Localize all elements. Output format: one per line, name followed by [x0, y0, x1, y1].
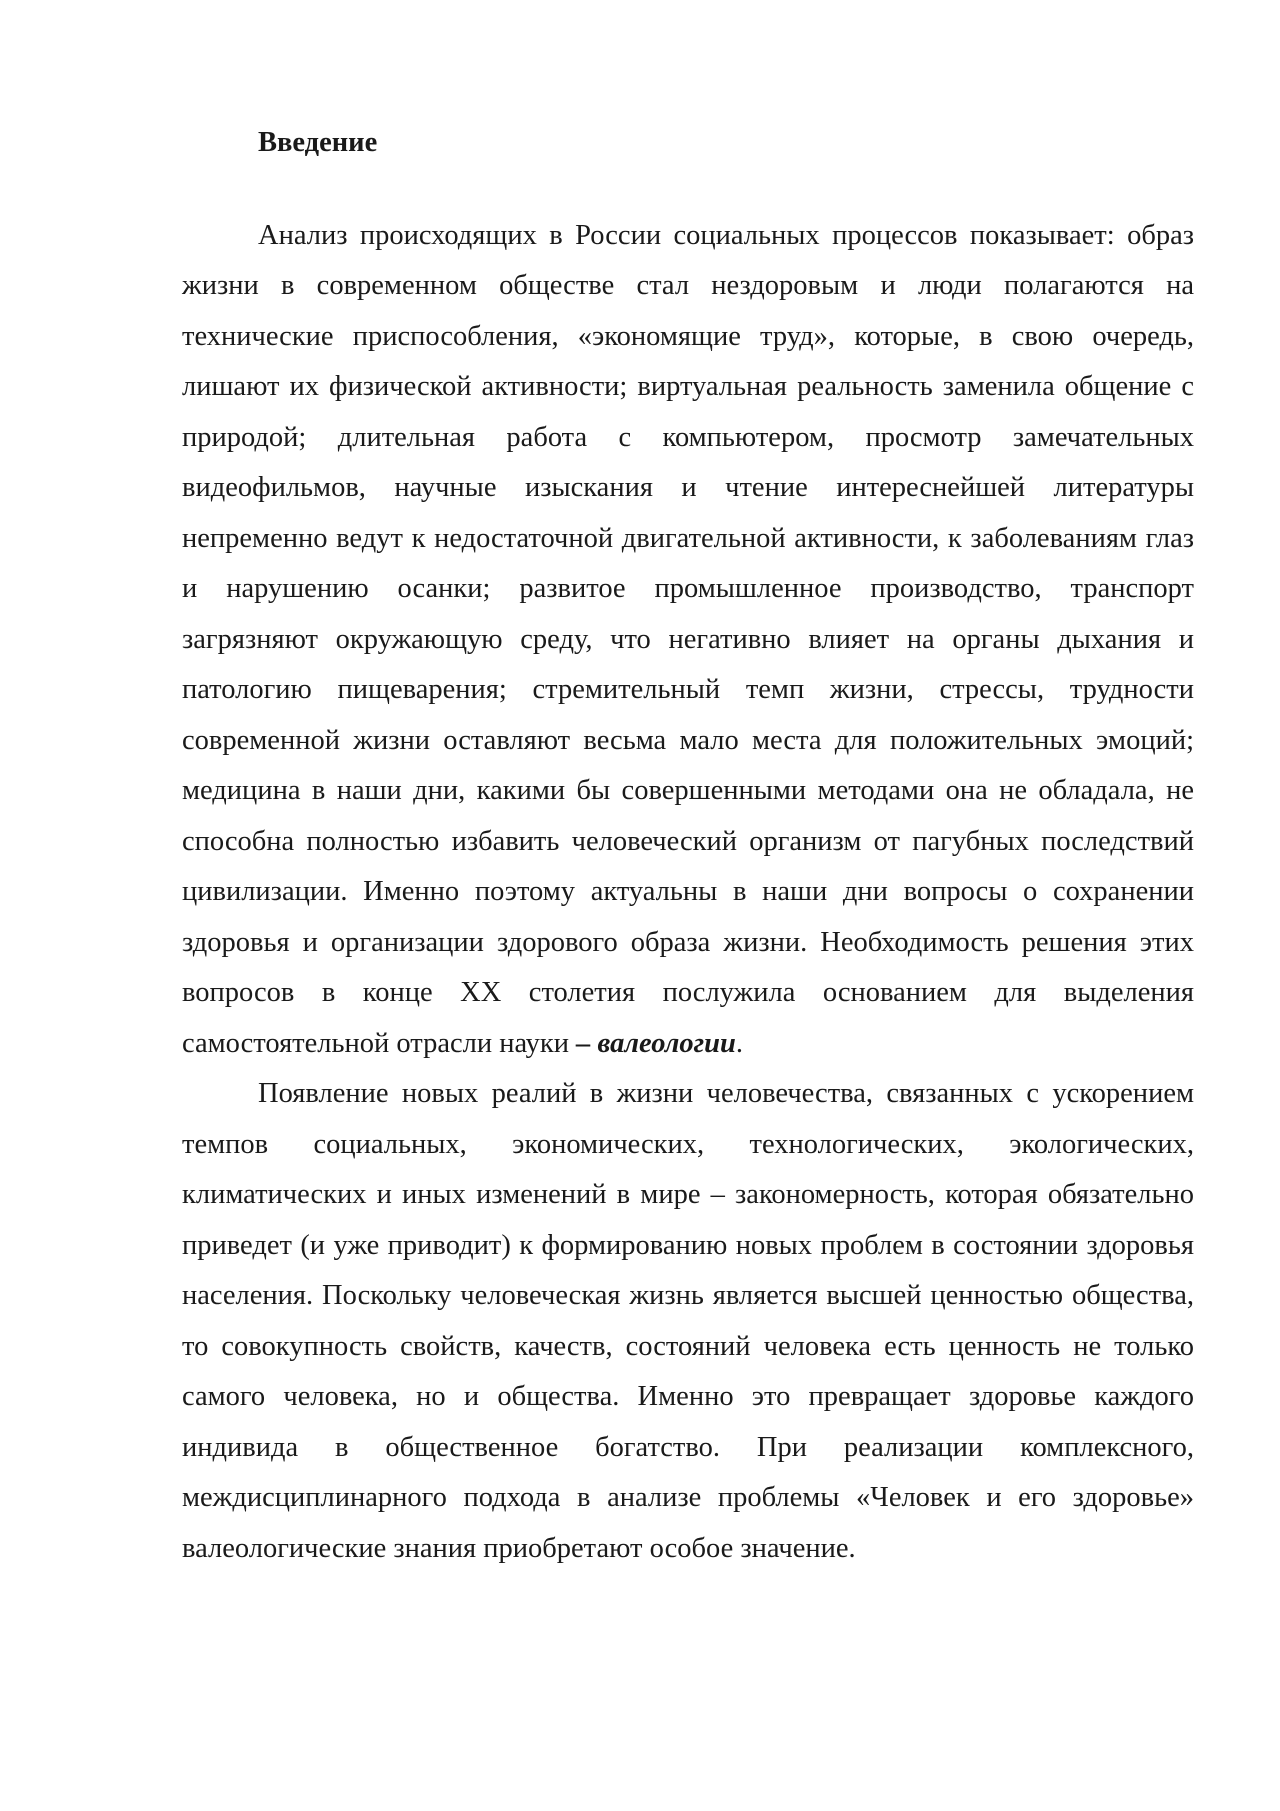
- paragraph-2: Появление новых реалий в жизни человечества, связанных с ускорением темпов социальных, экономических, технологических, экологических, климатических и иных изменений в мире – закономерность, которая обязательно приведет (и уже приводит) к формированию новых проблем в состоянии здоровья населения. Поскольку человеческая жизнь является высшей ценностью общества, то совокупность свойств, качеств, состояний человека есть ценность не только самого человека, но и общества. Именно это превращает здоровье каждого индивида в общественное богатство. При реализации комплексного, междисциплинарного подхода в анализе проблемы «Человек и его здоровье» валеологические знания приобретают особое значение.: [182, 1078, 1194, 1564]
- paragraph-1: [182, 211, 1194, 1070]
- paragraph-1-text: Анализ происходящих в России социальных процессов показывает: образ жизни в современном обществе стал нездоровым и люди полагаются на технические приспособления, «экономящие труд», которые, в свою очередь, лишают их физической активности; виртуальная реальность заменила общение с природой; длительная работа с компьютером, просмотр замечательных видеофильмов, научные изыскания и чтение интереснейшей литературы непременно ведут к недостаточной двигательной активности, к заболеваниям глаз и нарушению осанки; развитое промышленное производство, транспорт загрязняют окружающую среду, что негативно влияет на органы дыхания и патологию пищеварения; стремительный темп жизни, стрессы, трудности современной жизни оставляют весьма мало места для положительных эмоций; медицина в наши дни, какими бы совершенными методами она не обладала, не способна полностью избавить человеческий организм от пагубных последствий цивилизации. Именно поэтому актуальны в наши дни вопросы о сохранении здоровья и организации здорового образа жизни. Необходимость решения этих вопросов в конце XX столетия послужила основанием для выделения самостоятельной отрасли науки: [182, 219, 1194, 1059]
- document-body: [182, 118, 1194, 1574]
- page-title: Введение: [258, 127, 378, 158]
- term-valeology: – валеологии: [576, 1027, 736, 1059]
- paragraph-1-end: .: [735, 1027, 743, 1059]
